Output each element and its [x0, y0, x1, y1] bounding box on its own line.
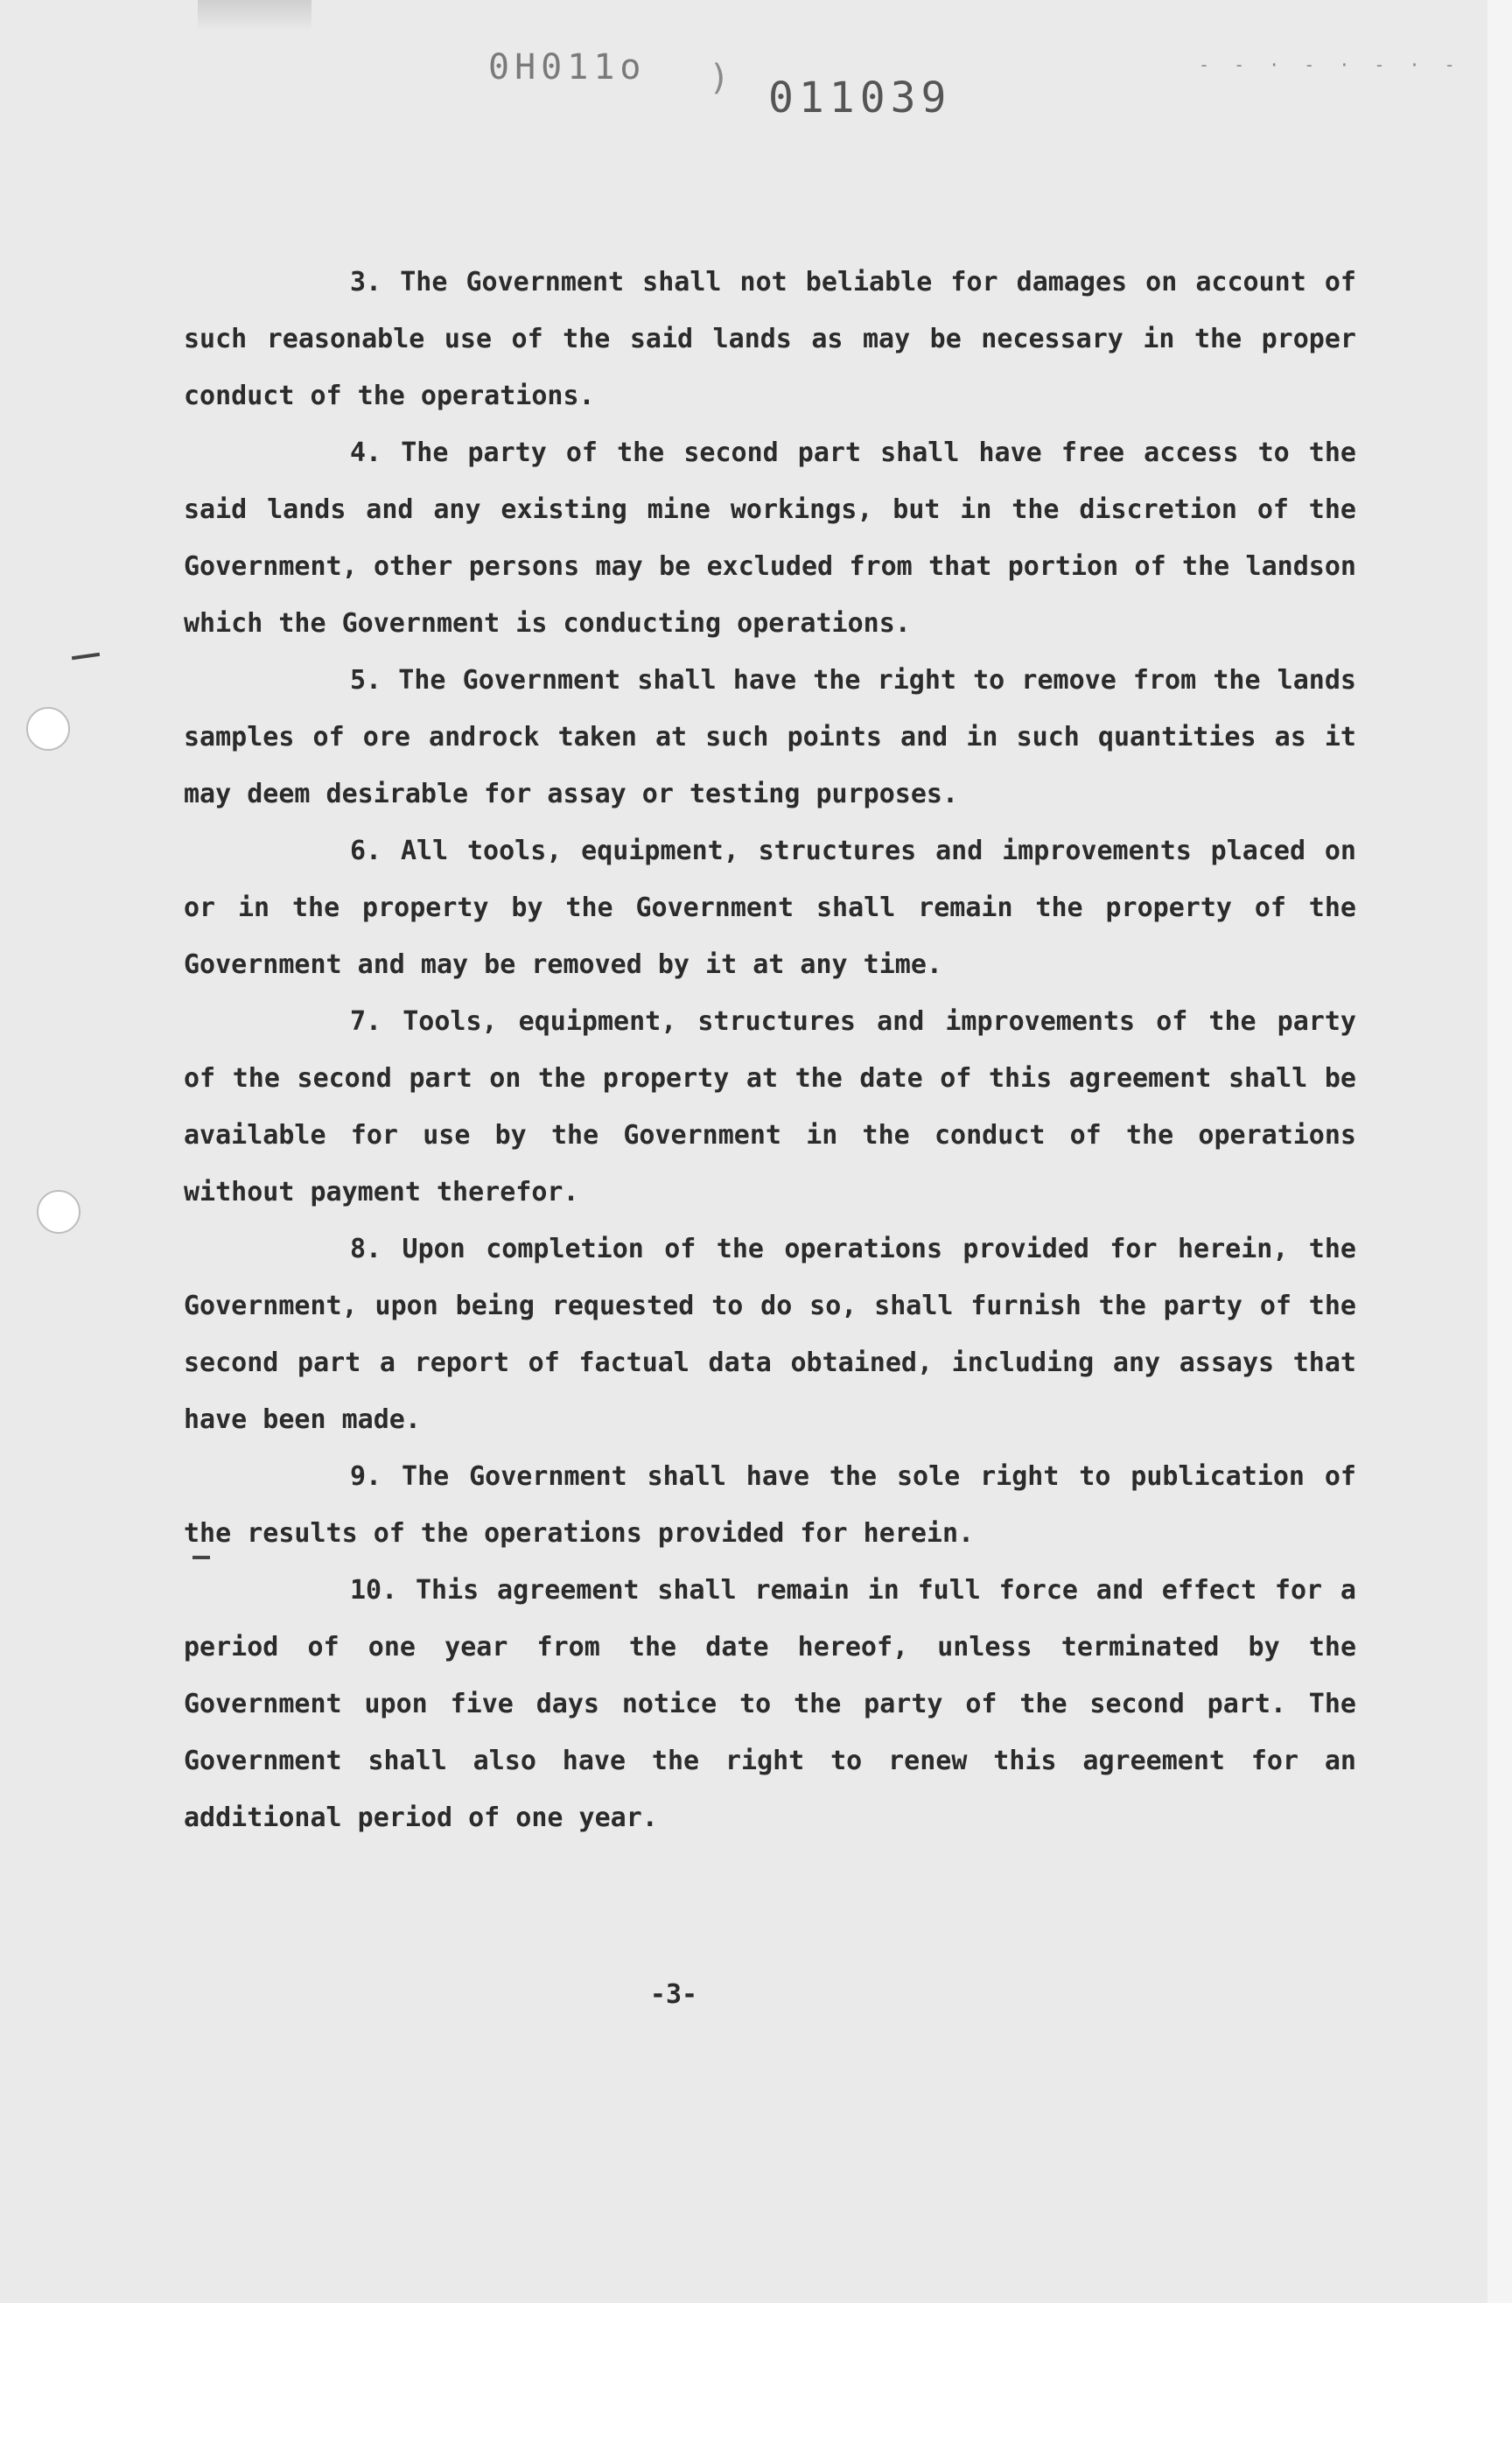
paragraph-8: 8. Upon completion of the operations provided for herein, the Government, upon being requested to do so, shall furnish the party of the second part a report of factual data obtained, including any assays that have been made. [184, 1234, 1356, 1435]
page-number: -3- [649, 1979, 698, 2010]
paragraph-9: 9. The Government shall have the sole right to publication of the results of the operations provided for herein. [184, 1461, 1356, 1549]
paragraph-3: 3. The Government shall not beliable for damages on account of such reasonable use of the said lands as may be necessary in the proper conduct of the operations. [184, 267, 1356, 411]
stamp-number-right: 011039 [768, 74, 952, 122]
stamp-mark: ) [709, 58, 736, 98]
paragraph-6: 6. All tools, equipment, structures and improvements placed on or in the property by the Government shall remain the property of the Government and may be removed by it at any time. [184, 836, 1356, 980]
top-right-marks: - - · - · - · - [1199, 54, 1462, 75]
paragraph-7: 7. Tools, equipment, structures and improvements of the party of the second part on the property at the date of this agreement shall be available for use by the Government in the conduct of the operations without payment therefor. [184, 1006, 1356, 1208]
paragraph-4: 4. The party of the second part shall have free access to the said lands and any existing mine workings, but in the discretion of the Government, other persons may be excluded from that portion of the landson which the Government is conducting operations. [184, 438, 1356, 639]
paragraph-10: 10. This agreement shall remain in full force and effect for a period of one year from the date hereof, unless terminated by the Government upon five days notice to the party of the second part. The Government shall also have the right to renew this agreement for an additional period of one year. [184, 1575, 1356, 1833]
document-body [184, 254, 1356, 1846]
page-edge [1488, 0, 1512, 2303]
margin-mark [72, 653, 100, 660]
stamp-number-left: 0H011o [488, 47, 647, 88]
corner-fold [198, 0, 312, 32]
paragraph-5: 5. The Government shall have the right to remove from the lands samples of ore androck taken at such points and in such quantities as it may deem desirable for assay or testing purposes. [184, 665, 1356, 809]
punch-hole-bottom [37, 1190, 80, 1234]
punch-hole-top [26, 707, 70, 751]
